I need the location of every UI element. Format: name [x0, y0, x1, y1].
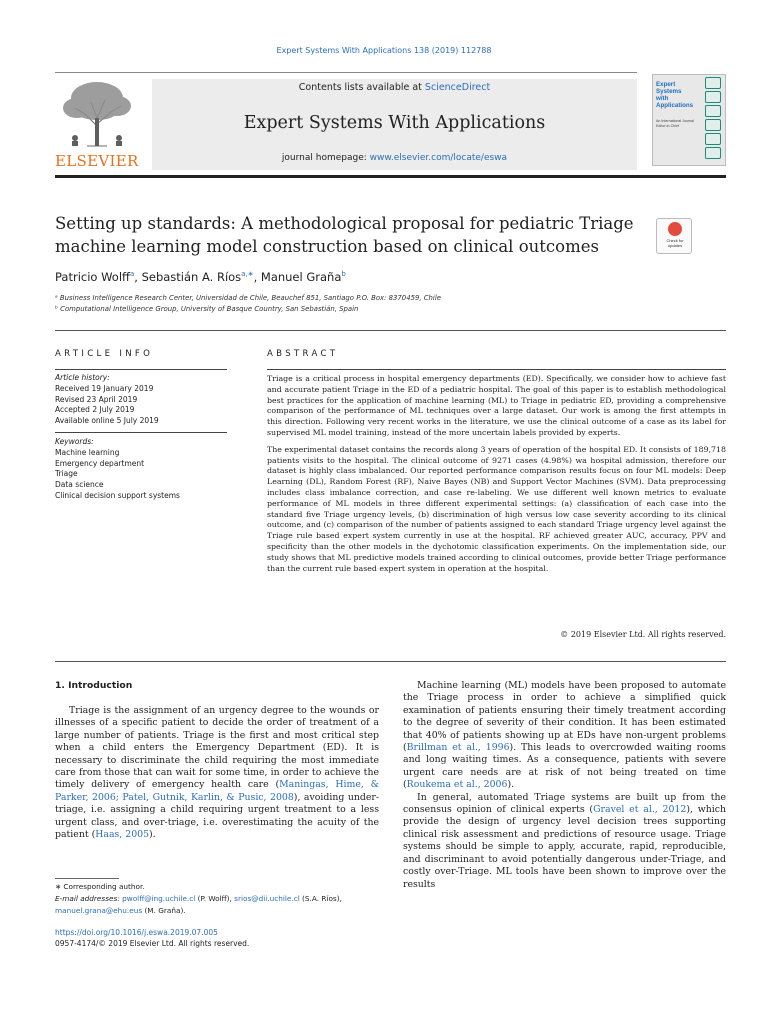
- contents-line: [152, 82, 637, 93]
- elsevier-wordmark: ELSEVIER: [55, 152, 139, 170]
- abstract-rule: [267, 369, 726, 370]
- cover-strip-icon: [705, 91, 721, 103]
- abstract-copyright: © 2019 Elsevier Ltd. All rights reserved.: [560, 630, 726, 639]
- article-history: [55, 373, 227, 427]
- article-info-heading: ARTICLE INFO: [55, 349, 154, 359]
- body-text: In general, automated Triage systems are built up from the consensus opinion of clinical experts (: [403, 791, 726, 816]
- author-name: Sebastián A. Ríos: [141, 270, 242, 284]
- header-top-rule: [55, 72, 637, 73]
- journal-homepage-link[interactable]: www.elsevier.com/locate/eswa: [369, 153, 508, 163]
- reference-link[interactable]: Brillman et al., 1996: [406, 742, 510, 754]
- corresponding-author-note: ∗ Corresponding author.: [55, 882, 145, 891]
- cover-title-line: Applications: [656, 102, 694, 109]
- check-for-updates-label: [657, 239, 693, 248]
- body-paragraph: [403, 680, 726, 792]
- affiliation-b: ᵇ Computational Intelligence Group, University of Basque Country, San Sebastián, Spain: [55, 305, 359, 313]
- cover-title-line: Expert: [656, 81, 676, 88]
- keywords: [55, 437, 227, 502]
- abstract-paragraph: The experimental dataset contains the records along 3 years of operation of the hospital ED. It consists of 189,718 patients visits to the hospital. The clinical outcome of 9271 cases (4.98%) wa hospital admission, therefore our dataset is highly class imbalanced. Our reported performance comparison results focus on four ML models: Deep Learning (DL), Random Forest (RF), Naive Bayes (NB) and Support Vector Machines (SVM). Data preprocessing includes class imbalance correction, and case re-labeling. We use different well known metrics to evaluate performance of ML models in three different experimental settings: (a) classification of each case into the standard five Triage urgency levels, (b) discrimination of high versus low case severity according to its clinical outcome, and (c) comparison of the number of patients assigned to each standard Triage urgency level against the Triage rule based expert system currently in use at the hospital. RF achieved greater AUC, accuracy, PPV and specificity than the other models in the dychotomic classification experiments. On the implementation side, our study shows that ML predictive models trained according to clinical outcomes, provide better Triage performance than the current rule based expert system in operation at the hospital.: [267, 444, 726, 573]
- history-item: Available online 5 July 2019: [55, 416, 159, 426]
- email-label: E-mail addresses:: [55, 894, 120, 903]
- footnote-rule: [55, 878, 119, 879]
- cover-title: [656, 81, 702, 109]
- cover-strip-icon: [705, 147, 721, 159]
- contents-prefix: Contents lists available at: [298, 82, 425, 93]
- cover-title-line: with: [656, 95, 669, 102]
- author-name: Manuel Graña: [260, 270, 342, 284]
- header-bottom-rule: [55, 175, 726, 178]
- journal-title: Expert Systems With Applications: [243, 113, 546, 133]
- body-paragraph: [403, 792, 726, 891]
- keyword-item: Triage: [55, 469, 78, 479]
- history-item: Revised 23 April 2019: [55, 394, 138, 404]
- history-item: Accepted 2 July 2019: [55, 405, 135, 415]
- body-text: Machine learning (ML) models have been proposed to automate the Triage process in order to achieve a simplified quick examination of patients ensuring their timely treatment according to the degree of severity of their condition. It has been estimated that 40% of patients showing up at EDs have non-urgent problems (: [403, 680, 726, 754]
- check-for-updates-badge: [656, 218, 692, 254]
- email-owner: (M. Graña).: [142, 906, 186, 915]
- body-text: ), which provide the design of urgency level decision trees supporting clinical risk assessment and predictions of resource usage. Triage systems should be simple to apply, accurate, rapid, reproducible, and discriminant to avoid potentially dangerous under-Triage, and costly over-Triage. ML tools have been shown to improve over the results: [403, 804, 726, 890]
- reference-link[interactable]: Roukema et al., 2006: [406, 779, 508, 791]
- cover-strip-icon: [705, 77, 721, 89]
- elsevier-tree-icon: [57, 78, 137, 148]
- affiliation-link[interactable]: a: [129, 270, 135, 279]
- body-text: Triage is the assignment of an urgency degree to the wounds or illnesses of a specific patient to decide the order of treatment of a large number of patients. Triage is the first and most critical step when a child enters the Emergency Department (ED). It is necessary to discriminate the child requiring the most immediate care from those that can wait for some time, in order to achieve the timely delivery of emergency health care (: [55, 705, 379, 791]
- keyword-item: Machine learning: [55, 447, 120, 457]
- reference-link[interactable]: Maningas, Hime, & Parker, 2006; Patel, Gutnik, Karlin, & Pusic, 2008: [55, 779, 379, 803]
- abstract-body: [267, 374, 726, 574]
- badge-text: Check for: [666, 238, 684, 243]
- email-link[interactable]: srios@dii.uchile.cl: [234, 894, 300, 903]
- email-link[interactable]: manuel.grana@ehu.eus: [55, 906, 143, 915]
- affiliation-link[interactable]: a,∗: [241, 270, 254, 279]
- history-label: Article history:: [55, 373, 110, 382]
- cover-strip-icon: [705, 119, 721, 131]
- body-paragraph: [55, 705, 379, 841]
- email-link[interactable]: pwolff@ing.uchile.cl: [122, 894, 196, 903]
- homepage-prefix: journal homepage:: [281, 153, 370, 163]
- email-owner: (S.A. Ríos),: [299, 894, 342, 903]
- sciencedirect-link[interactable]: ScienceDirect: [424, 82, 491, 93]
- cover-strip-icon: [705, 133, 721, 145]
- keywords-rule: [55, 432, 227, 433]
- issn-copyright: 0957-4174/© 2019 Elsevier Ltd. All rights reserved.: [55, 939, 250, 948]
- reference-link[interactable]: Gravel et al., 2012: [593, 804, 687, 816]
- reference-link[interactable]: Haas, 2005: [95, 829, 150, 841]
- body-text: ), avoiding under-triage, i.e. assigning a child requiring urgent treatment to a less urgent class, and over-triage, i.e. overestimating the acuity of the patient (: [55, 791, 379, 841]
- body-left-column: [55, 705, 379, 841]
- section-divider: [55, 330, 726, 331]
- cover-subtitle-text: An International Journal: [656, 119, 694, 123]
- cover-subtitle: [656, 119, 702, 128]
- abstract-heading: ABSTRACT: [267, 349, 339, 359]
- article-title-line-1: Setting up standards: A methodological proposal for pediatric Triage: [55, 214, 634, 233]
- badge-text: updates: [667, 242, 683, 248]
- email-footnote: [55, 893, 385, 917]
- history-item: Received 19 January 2019: [55, 383, 154, 393]
- body-divider: [55, 661, 726, 662]
- cover-editor-text: Editor-in-Chief: [656, 123, 679, 128]
- keyword-item: Clinical decision support systems: [55, 490, 180, 500]
- body-text: ).: [507, 779, 515, 791]
- homepage-line: [152, 153, 637, 163]
- affiliation-a: ᵃ Business Intelligence Research Center, Universidad de Chile, Beauchef 851, Santiago P.O. Box: 8370459, Chile: [55, 294, 441, 302]
- author-list: Patricio Wolff$^a$, Sebastián A. Ríos$^{a,∗}$, Manuel Graña$^b$: [55, 270, 346, 284]
- article-info-rule: [55, 369, 227, 370]
- doi-link[interactable]: https://doi.org/10.1016/j.eswa.2019.07.005: [55, 928, 218, 937]
- crossmark-icon: [668, 222, 682, 236]
- affiliation-link[interactable]: b: [341, 270, 346, 279]
- check-for-updates-button[interactable]: [656, 218, 694, 256]
- elsevier-logo[interactable]: [55, 78, 145, 170]
- article-title: [55, 212, 645, 258]
- body-right-column: [403, 680, 726, 891]
- keyword-item: Data science: [55, 480, 104, 490]
- article-title-line-2: machine learning model construction based on clinical outcomes: [55, 237, 599, 256]
- body-text: ).: [149, 829, 156, 841]
- keywords-label: Keywords:: [55, 437, 94, 446]
- journal-header-panel: [152, 79, 637, 170]
- author-name: Patricio Wolff: [55, 270, 130, 284]
- cover-title-line: Systems: [656, 88, 682, 95]
- cover-icon-strip: [703, 77, 723, 163]
- keyword-item: Emergency department: [55, 458, 145, 468]
- cover-strip-icon: [705, 105, 721, 117]
- introduction-heading: 1. Introduction: [55, 680, 133, 691]
- email-owner: (P. Wolff),: [195, 894, 235, 903]
- journal-cover-thumbnail[interactable]: [652, 74, 726, 166]
- abstract-paragraph: Triage is a critical process in hospital emergency departments (ED). Specifically, we consider how to achieve fast and accurate patient Triage in the ED of a pediatric hospital. The goal of this paper is to establish methodological best practices for the application of machine learning (ML) to Triage in pediatric ED, providing a comprehensive comparison of the performance of ML techniques over a large dataset. Our work is among the first attempts in this direction. Following very recent works in the literature, we use the clinical outcome of a case as its label for supervised ML model training, instead of the more uncertain labels provided by experts.: [267, 374, 726, 437]
- journal-citation[interactable]: Expert Systems With Applications 138 (2019) 112788: [276, 46, 492, 55]
- body-text: ). This leads to overcrowded waiting rooms and long waiting times. As a consequence, patients with severe urgent care needs are at risk of not being treated on time (: [403, 742, 726, 791]
